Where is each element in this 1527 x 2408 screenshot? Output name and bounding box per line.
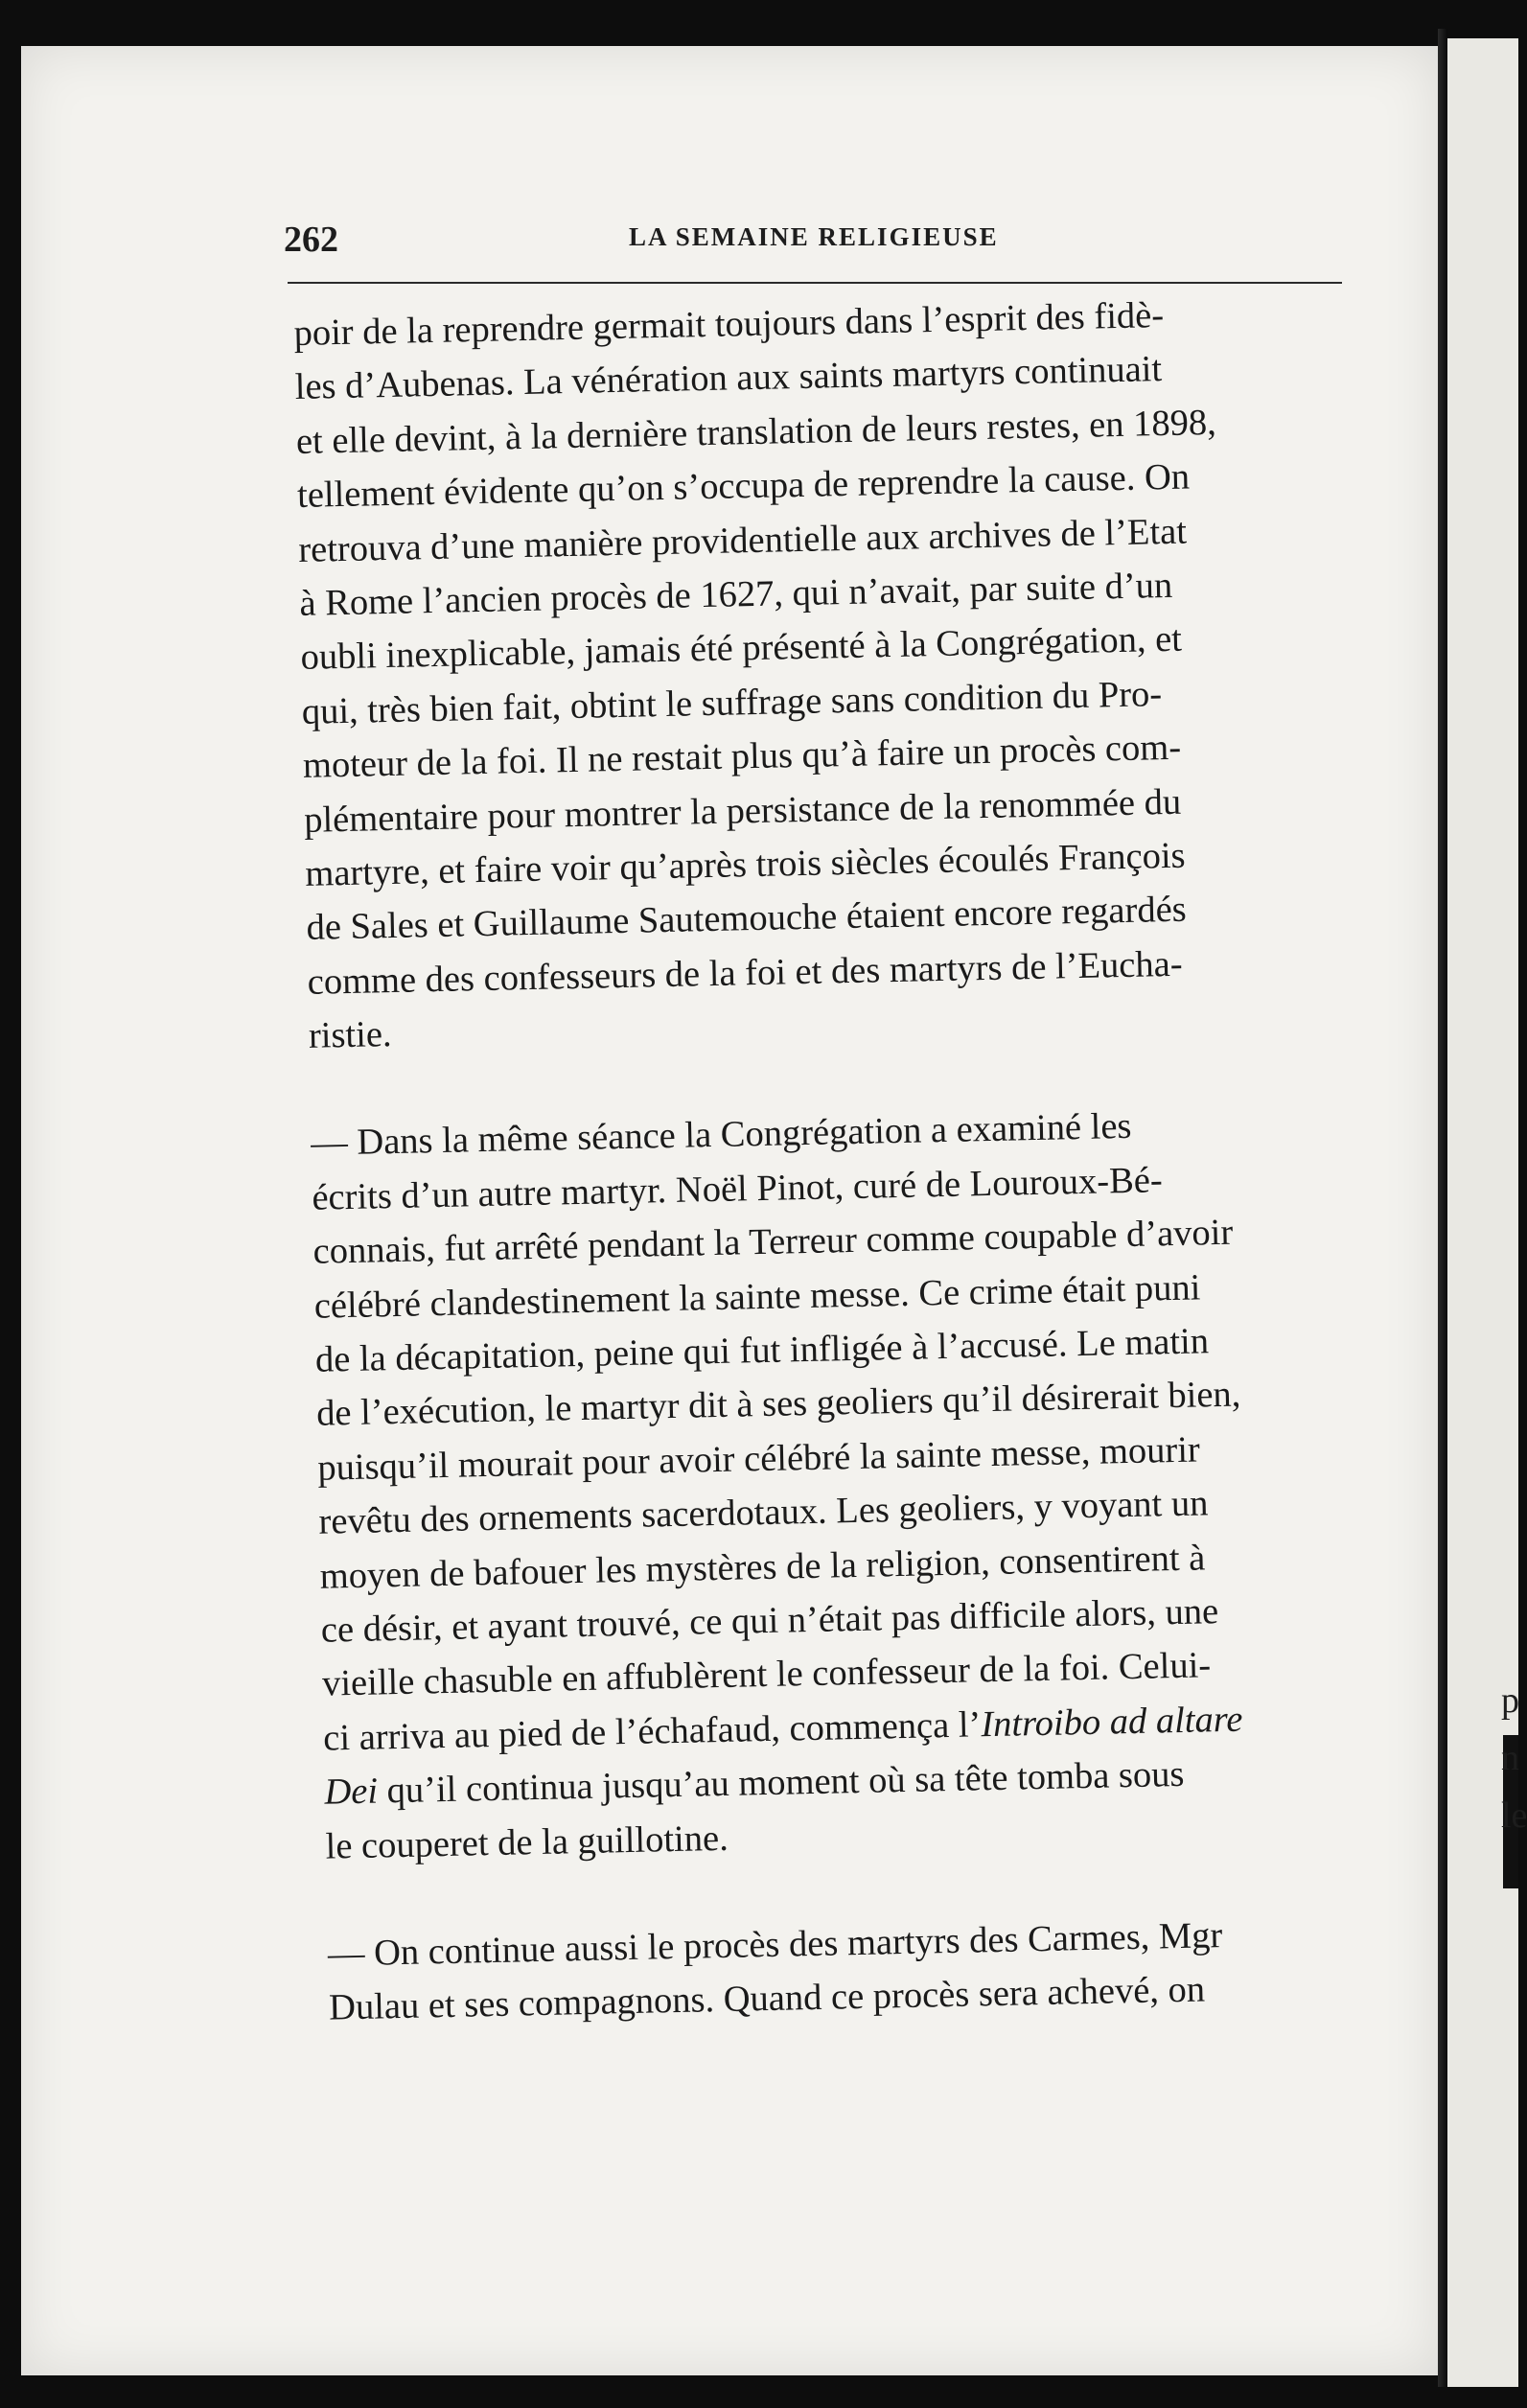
text-line: connais, fut arrêté pendant la Terreur comme coupable d’avoir — [312, 1212, 1234, 1273]
text-line: ristie. — [308, 1014, 392, 1056]
text-line: retrouva d’une manière providentielle aux archives de l’Etat — [297, 511, 1188, 570]
text-line: les d’Aubenas. La vénération aux saints martyrs continuait — [294, 349, 1163, 408]
text-line: puisqu’il mourait pour avoir célébré la sainte messe, mourir — [316, 1429, 1201, 1489]
text-line: le couperet de la guillotine. — [325, 1818, 729, 1867]
page-header — [284, 213, 1342, 289]
text-line: tellement évidente qu’on s’occupa de reprendre la cause. On — [296, 456, 1191, 517]
paragraph-3 — [327, 1905, 1402, 2035]
text-line: martyre, et faire voir qu’après trois siècles écoulés François — [304, 835, 1186, 894]
page-body — [293, 285, 1403, 2036]
page-number: 262 — [284, 220, 338, 260]
text-line: — On continue aussi le procès des martyrs des Carmes, Mgr — [327, 1915, 1223, 1975]
text-line: moyen de bafouer les mystères de la religion, consentirent à — [319, 1537, 1206, 1597]
text-line: de la décapitation, peine qui fut infligée à l’accusé. Le matin — [314, 1321, 1210, 1380]
text-line: vieille chasuble en affublèrent le confesseur de la foi. Celui- — [321, 1645, 1212, 1705]
text-line: célébré clandestinement la sainte messe. Ce crime était puni — [313, 1267, 1201, 1327]
text-line: revêtu des ornements sacerdotaux. Les geoliers, y voyant un — [318, 1483, 1209, 1542]
text-line: de Sales et Guillaume Sautemouche étaient encore regardés — [306, 889, 1188, 949]
adjacent-page-text: p — [1501, 1680, 1519, 1721]
text-run: ci arriva au pied de l’échafaud, commença l’ — [322, 1704, 982, 1759]
text-line: et elle devint, à la dernière translation de leurs restes, en 1898, — [295, 402, 1217, 462]
text-line: Dulau et ses compagnons. Quand ce procès sera achevé, on — [328, 1969, 1206, 2028]
header-rule — [288, 282, 1342, 284]
text-line: moteur de la foi. Il ne restait plus qu’à faire un procès com- — [302, 727, 1182, 787]
paragraph-1 — [293, 285, 1382, 1064]
text-line: à Rome l’ancien procès de 1627, qui n’avait, par suite d’un — [299, 565, 1173, 624]
text-run: qu’il continua jusqu’au moment où sa tête tomba sous — [377, 1754, 1185, 1812]
adjacent-page — [1447, 38, 1527, 2387]
italic-latin-text: Introibo ad altare — [980, 1699, 1243, 1746]
adjacent-page-text: le — [1501, 1795, 1527, 1836]
page-edge-shadow — [1438, 29, 1447, 2387]
italic-latin-text: Dei — [324, 1771, 379, 1813]
adjacent-page-text: n — [1501, 1738, 1519, 1778]
text-line: comme des confesseurs de la foi et des martyrs de l’Eucha- — [307, 943, 1183, 1003]
text-line: écrits d’un autre martyr. Noël Pinot, curé de Louroux-Bé- — [312, 1160, 1164, 1218]
paragraph-2 — [311, 1095, 1397, 1712]
text-line: — Dans la même séance la Congrégation a examiné les — [310, 1106, 1132, 1165]
text-line: poir de la reprendre germait toujours dans l’esprit des fidè- — [293, 294, 1165, 354]
text-line: ce désir, et ayant trouvé, ce qui n’était pas difficile alors, une — [320, 1591, 1219, 1651]
text-line: plémentaire pour montrer la persistance de la renommée du — [303, 781, 1182, 841]
text-line: qui, très bien fait, obtint le suffrage sans condition du Pro- — [301, 673, 1163, 732]
text-line: de l’exécution, le martyr dit à ses geoliers qu’il désirerait bien, — [315, 1374, 1241, 1435]
running-title: LA SEMAINE RELIGIEUSE — [629, 222, 999, 251]
text-line: oubli inexplicable, jamais été présenté à la Congrégation, et — [300, 619, 1183, 679]
